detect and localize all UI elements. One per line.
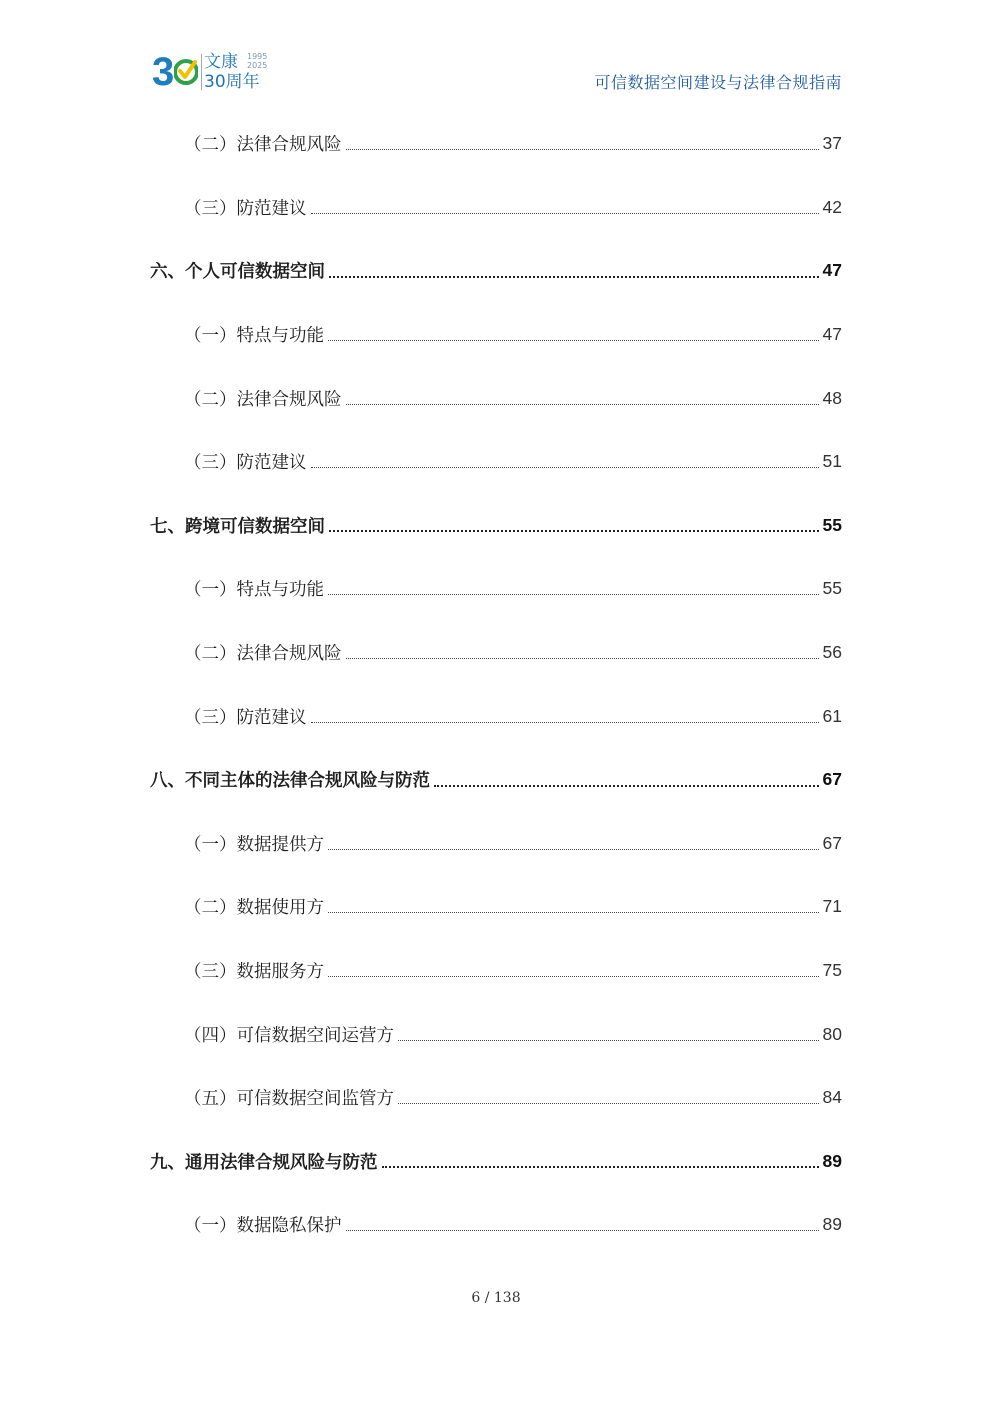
toc-leader-dots — [328, 849, 819, 850]
toc-entry[interactable] — [150, 303, 842, 367]
toc-entry-title: （一）特点与功能 — [184, 326, 324, 347]
toc-entry[interactable] — [150, 748, 842, 812]
toc-entry-page: 56 — [822, 642, 842, 663]
check-mark-icon — [174, 56, 198, 86]
toc-entry-title: （三）防范建议 — [184, 198, 307, 219]
toc-leader-dots — [398, 1103, 819, 1104]
toc-entry-page: 42 — [822, 196, 842, 217]
toc-entry-page: 55 — [822, 514, 842, 535]
toc-entry[interactable] — [150, 621, 842, 685]
toc-leader-dots — [382, 1166, 819, 1168]
toc-entry[interactable] — [150, 1002, 842, 1066]
toc-entry-title: （二）法律合规风险 — [184, 135, 342, 156]
page-number: 6 / 138 — [471, 1290, 521, 1306]
toc-leader-dots — [311, 722, 819, 723]
toc-entry-page: 89 — [822, 1214, 842, 1235]
toc-entry-title: （一）数据提供方 — [184, 834, 324, 855]
toc-entry-page: 67 — [822, 832, 842, 853]
toc-entry-title: （三）防范建议 — [184, 453, 307, 474]
toc-entry-title: 九、通用法律合规风险与防范 — [150, 1152, 378, 1173]
toc-entry-title: （二）数据使用方 — [184, 898, 324, 919]
document-title: 可信数据空间建设与法律合规指南 — [594, 73, 842, 92]
toc-entry-page: 47 — [822, 260, 842, 281]
toc-entry-title: （三）数据服务方 — [184, 962, 324, 983]
toc-entry[interactable] — [150, 176, 842, 240]
logo-number: 3 — [152, 50, 173, 94]
toc-entry[interactable] — [150, 1130, 842, 1194]
toc-entry-title: （一）数据隐私保护 — [184, 1216, 342, 1237]
toc-entry-page: 89 — [822, 1150, 842, 1171]
toc-entry-title: 七、跨境可信数据空间 — [150, 516, 325, 537]
toc-entry-title: （二）法律合规风险 — [184, 644, 342, 665]
logo — [152, 50, 272, 94]
toc-leader-dots — [311, 213, 819, 214]
toc-entry-page: 84 — [822, 1087, 842, 1108]
logo-divider — [201, 54, 202, 90]
toc-leader-dots — [346, 1230, 819, 1231]
toc-entry-title: （二）法律合规风险 — [184, 389, 342, 410]
toc-entry[interactable] — [150, 1066, 842, 1130]
toc-leader-dots — [328, 340, 819, 341]
logo-subtitle: 30周年 — [204, 72, 260, 92]
toc-entry-page: 47 — [822, 324, 842, 345]
toc-entry[interactable] — [150, 684, 842, 748]
toc-entry[interactable] — [150, 557, 842, 621]
toc-entry-page: 80 — [822, 1023, 842, 1044]
toc-leader-dots — [434, 785, 819, 787]
toc-entry[interactable] — [150, 430, 842, 494]
toc-entry[interactable] — [150, 875, 842, 939]
toc-entry-page: 67 — [822, 769, 842, 790]
toc-leader-dots — [328, 976, 819, 977]
toc-entry[interactable] — [150, 939, 842, 1003]
toc-entry-page: 71 — [822, 896, 842, 917]
toc-entry-title: （四）可信数据空间运营方 — [184, 1025, 394, 1046]
toc-entry-page: 75 — [822, 960, 842, 981]
toc-leader-dots — [311, 467, 819, 468]
logo-brand: 文康 — [204, 52, 238, 72]
toc-leader-dots — [346, 149, 819, 150]
toc-entry[interactable] — [150, 812, 842, 876]
toc-entry-page: 48 — [822, 387, 842, 408]
toc-entry-page: 61 — [822, 705, 842, 726]
toc-entry[interactable] — [150, 1193, 842, 1257]
toc-entry[interactable] — [150, 494, 842, 558]
toc-entry[interactable] — [150, 366, 842, 430]
toc-leader-dots — [329, 276, 819, 278]
toc-entry[interactable] — [150, 112, 842, 176]
toc-entry-title: （一）特点与功能 — [184, 580, 324, 601]
toc-entry[interactable] — [150, 239, 842, 303]
toc-leader-dots — [346, 404, 819, 405]
toc-leader-dots — [329, 530, 819, 532]
toc-leader-dots — [328, 594, 819, 595]
toc-entry-page: 55 — [822, 578, 842, 599]
toc-leader-dots — [398, 1040, 819, 1041]
toc-entry-page: 51 — [822, 451, 842, 472]
logo-years: 1995 2025 — [247, 52, 268, 70]
toc-entry-title: 八、不同主体的法律合规风险与防范 — [150, 771, 430, 792]
toc-entry-title: （三）防范建议 — [184, 707, 307, 728]
toc-entry-title: 六、个人可信数据空间 — [150, 262, 325, 283]
toc-leader-dots — [346, 658, 819, 659]
toc-entry-title: （五）可信数据空间监管方 — [184, 1089, 394, 1110]
toc-entry-page: 37 — [822, 133, 842, 154]
table-of-contents — [150, 112, 842, 1257]
toc-leader-dots — [328, 912, 819, 913]
